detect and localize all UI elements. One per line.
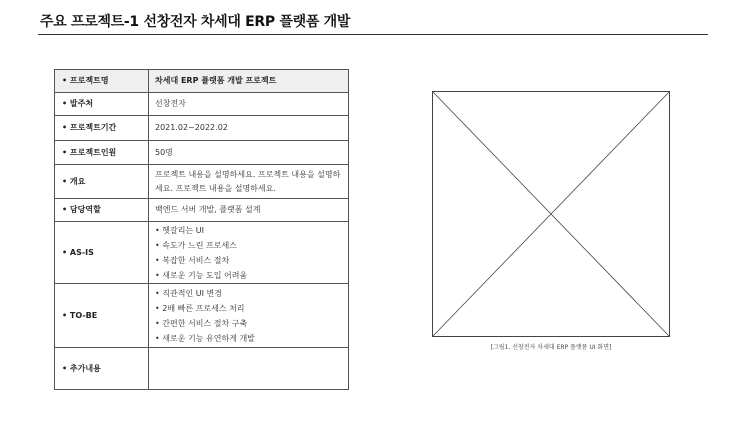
list-item: • 복잡한 서비스 절차 [155,253,342,268]
table-row [55,93,349,116]
as-is-list [155,223,342,283]
row-value: 2021.02~2022.02 [149,116,349,141]
project-info-table [54,69,349,390]
row-value [149,348,349,390]
list-item: • 직관적인 UI 변경 [155,286,342,301]
list-item: • 헷갈리는 UI [155,223,342,238]
table-row [55,199,349,222]
title-divider [38,34,708,35]
table-row [55,116,349,141]
table-row [55,348,349,390]
row-label: • 프로젝트명 [55,70,149,93]
table-row [55,165,349,199]
row-label: • 프로젝트인원 [55,141,149,165]
list-item: • 2배 빠른 프로세스 처리 [155,301,342,316]
row-label: • 담당역할 [55,199,149,222]
row-label: • 추가내용 [55,348,149,390]
row-value [149,284,349,348]
row-value: 프로젝트 내용을 설명하세요. 프로젝트 내용을 설명하세요. 프로젝트 내용을 설명하세요. [149,165,349,199]
list-item: • 새로운 기능 유연하게 개발 [155,331,342,346]
row-value [149,222,349,284]
table-row [55,284,349,348]
row-value: 백엔드 서버 개발, 플랫폼 설계 [149,199,349,222]
row-value: 50명 [149,141,349,165]
table-row [55,222,349,284]
row-value: 차세대 ERP 플랫폼 개발 프로젝트 [149,70,349,93]
row-label: • 프로젝트기간 [55,116,149,141]
row-label: • AS-IS [55,222,149,284]
to-be-list [155,286,342,346]
table-row [55,141,349,165]
row-label: • 발주처 [55,93,149,116]
figure-caption: [그림1. 선창전자 차세대 ERP 플랫폼 UI 화면] [490,344,612,351]
row-value: 선창전자 [149,93,349,116]
page-title: 주요 프로젝트-1 선창전자 차세대 ERP 플랫폼 개발 [40,14,351,30]
row-label: • TO-BE [55,284,149,348]
table-row [55,70,349,93]
list-item: • 속도가 느린 프로세스 [155,238,342,253]
list-item: • 새로운 기능 도입 어려움 [155,268,342,283]
row-label: • 개요 [55,165,149,199]
image-placeholder [432,91,670,337]
list-item: • 간편한 서비스 절차 구축 [155,316,342,331]
